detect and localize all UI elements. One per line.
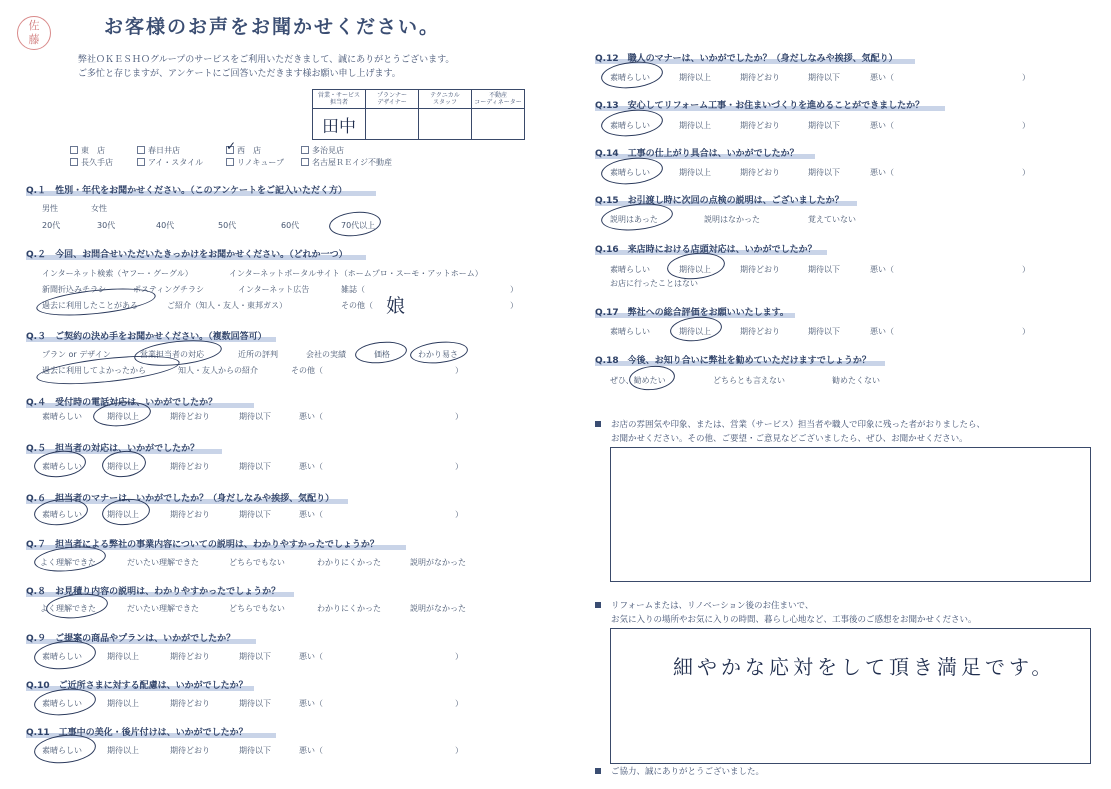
- q13-option[interactable]: 素晴らしい: [610, 121, 650, 130]
- q10-label: Q.10 ご近所さまに対する配慮は、いかがでしたか？: [26, 681, 248, 691]
- store-row-1c: 西 店: [226, 145, 261, 156]
- q17-label: Q.17 弊社への総合評価をお願いいたします。: [595, 308, 789, 318]
- q12-option[interactable]: 期待以上: [679, 73, 711, 82]
- staff-planner-cell: [366, 109, 419, 140]
- staff-header-sales: 営業・サービス 担当者: [313, 90, 366, 109]
- q1-option[interactable]: 30代: [97, 221, 116, 230]
- q2-option[interactable]: ポスティングチラシ: [133, 285, 205, 294]
- q7-option[interactable]: 説明がなかった: [410, 558, 466, 567]
- q7-label: Q.７ 担当者による弊社の事業内容についての説明は、わかりやすかったでしょうか？: [26, 540, 379, 550]
- q18-option[interactable]: 勧めたくない: [832, 376, 880, 385]
- close-paren: ）: [510, 301, 518, 310]
- answer-circle: [354, 339, 408, 365]
- q12-option[interactable]: 期待どおり: [740, 73, 780, 82]
- q2-option[interactable]: ご紹介（知人・友人・東邦ガス）: [167, 301, 287, 310]
- q3-option[interactable]: 価格: [374, 350, 390, 359]
- q1-option[interactable]: 50代: [218, 221, 237, 230]
- q13-option[interactable]: 期待どおり: [740, 121, 780, 130]
- close-paren: ）: [455, 462, 463, 471]
- q8-option[interactable]: だいたい理解できた: [127, 604, 199, 613]
- close-paren: ）: [455, 412, 463, 421]
- store-checkbox[interactable]: [137, 158, 145, 166]
- q13-label: Q.13 安心してリフォーム工事・お住まいづくりを進めることができましたか？: [595, 101, 925, 111]
- q9-option[interactable]: 期待以上: [107, 652, 139, 661]
- close-paren: ）: [1022, 327, 1030, 336]
- staff-sales-cell: [313, 109, 366, 140]
- q11-option[interactable]: 素晴らしい: [42, 746, 82, 755]
- answer-circle: [328, 209, 382, 238]
- free2-label-2: お気に入りの場所やお気に入りの時間、暮らし心地など、工事後のご感想をお聞かせください。: [611, 615, 977, 625]
- q12-option[interactable]: 悪い（: [870, 73, 894, 82]
- q17-option[interactable]: 期待以下: [808, 327, 840, 336]
- q1-option[interactable]: 60代: [281, 221, 300, 230]
- bullet-square-icon: [595, 602, 601, 608]
- q8-option[interactable]: 説明がなかった: [410, 604, 466, 613]
- q6-option[interactable]: 素晴らしい: [42, 510, 82, 519]
- q4-option[interactable]: 期待どおり: [170, 412, 210, 421]
- q1-option[interactable]: 70代以上: [341, 221, 376, 230]
- q6-option[interactable]: 期待どおり: [170, 510, 210, 519]
- q3-option[interactable]: プラン or デザイン: [42, 350, 111, 359]
- q7-option[interactable]: だいたい理解できた: [127, 558, 199, 567]
- q14-option[interactable]: 素晴らしい: [610, 168, 650, 177]
- q5-option[interactable]: 素晴らしい: [42, 462, 82, 471]
- q15-label: Q.15 お引渡し時に次回の点検の説明は、ございましたか？: [595, 196, 844, 206]
- q1-option[interactable]: 40代: [156, 221, 175, 230]
- store-checkbox[interactable]: [301, 158, 309, 166]
- q16-label: Q.16 来店時における店頭対応は、いかがでしたか？: [595, 245, 817, 255]
- q6-option[interactable]: 期待以上: [107, 510, 139, 519]
- q2-handwritten: 娘: [386, 295, 406, 317]
- q4-option[interactable]: 期待以上: [107, 412, 139, 421]
- q8-option[interactable]: わかりにくかった: [317, 604, 381, 613]
- q5-option[interactable]: 期待どおり: [170, 462, 210, 471]
- q3-option[interactable]: 知人・友人からの紹介: [178, 366, 258, 375]
- q16-option[interactable]: 期待どおり: [740, 265, 780, 274]
- store-row-2d: 名古屋ＲＥイジ不動産: [301, 157, 392, 168]
- store-row-1b: 春日井店: [137, 145, 180, 156]
- close-paren: ）: [1022, 265, 1030, 274]
- q8-label: Q.８ お見積り内容の説明は、わかりやすかったでしょうか？: [26, 587, 281, 597]
- store-row-1: 東 店: [70, 145, 105, 156]
- answer-circle: [628, 364, 676, 393]
- q3-option[interactable]: 営業担当者の対応: [140, 350, 204, 359]
- q10-option[interactable]: 期待以下: [239, 699, 271, 708]
- free-text-box-1[interactable]: [610, 447, 1091, 582]
- q5-option[interactable]: 悪い（: [299, 462, 323, 471]
- q9-option[interactable]: 期待どおり: [170, 652, 210, 661]
- free1-label-1: お店の雰囲気や印象、または、営業（サービス）担当者や職人で印象に残った者がおりましたら、: [611, 420, 986, 430]
- q15-option[interactable]: 説明はあった: [610, 215, 658, 224]
- seal-stamp-text: 佐藤: [28, 19, 40, 46]
- q17-option[interactable]: 期待どおり: [740, 327, 780, 336]
- free2-label-1: リフォームまたは、リノベーション後のお住まいで、: [611, 601, 814, 611]
- q12-option[interactable]: 素晴らしい: [610, 73, 650, 82]
- store-checkbox[interactable]: [137, 146, 145, 154]
- bullet-square-icon: [595, 768, 601, 774]
- q3-option[interactable]: その他（: [291, 366, 323, 375]
- store-checkbox[interactable]: [226, 158, 234, 166]
- q9-option[interactable]: 悪い（: [299, 652, 323, 661]
- answer-circle: [600, 155, 664, 187]
- q10-option[interactable]: 悪い（: [299, 699, 323, 708]
- store-row-1d: 多治見店: [301, 145, 344, 156]
- store-row-2c: リノキューブ: [226, 157, 284, 168]
- store-check-mark: ✓: [226, 139, 237, 153]
- close-paren: ）: [455, 746, 463, 755]
- close-paren: ）: [1022, 168, 1030, 177]
- q7-option[interactable]: よく理解できた: [40, 558, 96, 567]
- store-checkbox[interactable]: [301, 146, 309, 154]
- q2-option[interactable]: 新聞折込みチラシ: [42, 285, 106, 294]
- q15-option[interactable]: 説明はなかった: [704, 215, 760, 224]
- q11-label: Q.11 工事中の美化・後片付けは、いかがでしたか？: [26, 728, 248, 738]
- q1-option[interactable]: 20代: [42, 221, 61, 230]
- q1-label: Q.１ 性別・年代をお聞かせください。（このアンケートをご記入いただく方）: [26, 186, 348, 196]
- page-title: お客様のお声をお聞かせください。: [104, 16, 441, 38]
- q1-option[interactable]: 男性: [42, 204, 58, 213]
- q4-option[interactable]: 悪い（: [299, 412, 323, 421]
- q6-label: Q.６ 担当者のマナーは、いかがでしたか？（身だしなみや挨拶、気配り）: [26, 494, 335, 504]
- q10-option[interactable]: 素晴らしい: [42, 699, 82, 708]
- bullet-square-icon: [595, 421, 601, 427]
- close-paren: ）: [455, 652, 463, 661]
- q16-option[interactable]: 素晴らしい: [610, 265, 650, 274]
- q17-option[interactable]: 期待以上: [679, 327, 711, 336]
- q9-label: Q.９ ご提案の商品やプランは、いかがでしたか？: [26, 634, 236, 644]
- close-paren: ）: [455, 366, 463, 375]
- close-paren: ）: [510, 285, 518, 294]
- close-paren: ）: [455, 510, 463, 519]
- q14-option[interactable]: 悪い（: [870, 168, 894, 177]
- store-checkbox[interactable]: [70, 158, 78, 166]
- staff-table: [312, 89, 525, 140]
- q3-option[interactable]: 会社の実績: [306, 350, 346, 359]
- q4-option[interactable]: 素晴らしい: [42, 412, 82, 421]
- q11-option[interactable]: 期待以上: [107, 746, 139, 755]
- q6-option[interactable]: 期待以下: [239, 510, 271, 519]
- q4-label: Q.４ 受付時の電話対応は、いかがでしたか？: [26, 398, 218, 408]
- close-paren: ）: [1022, 73, 1030, 82]
- q7-option[interactable]: どちらでもない: [229, 558, 285, 567]
- answer-circle: [669, 314, 723, 343]
- q12-option[interactable]: 期待以下: [808, 73, 840, 82]
- q5-label: Q.５ 担当者の対応は、いかがでしたか？: [26, 444, 200, 454]
- q2-option[interactable]: インターネットポータルサイト（ホームプロ・スーモ・アットホーム）: [229, 269, 483, 278]
- free-text-box-2[interactable]: [610, 628, 1091, 764]
- seal-stamp: [17, 16, 51, 50]
- q13-option[interactable]: 期待以上: [679, 121, 711, 130]
- store-row-2b: アイ・スタイル: [137, 157, 203, 168]
- close-paren: ）: [1022, 121, 1030, 130]
- store-row-2a: 長久手店: [70, 157, 113, 168]
- q2-label: Q.２ 今回、お問合せいただいたきっかけをお聞かせください。（どれか一つ）: [26, 250, 348, 260]
- q12-label: Q.12 職人のマナーは、いかがでしたか？（身だしなみや挨拶、気配り）: [595, 54, 898, 64]
- intro-line-1: 弊社ＯＫＥＳＨＯグループのサービスをご利用いただきまして、誠にありがとうございます。: [78, 55, 455, 65]
- q14-label: Q.14 工事の仕上がり具合は、いかがでしたか？: [595, 149, 799, 159]
- answer-circle: [600, 107, 664, 139]
- q13-option[interactable]: 悪い（: [870, 121, 894, 130]
- q16-option[interactable]: 期待以上: [679, 265, 711, 274]
- staff-technical-cell: [419, 109, 472, 140]
- q15-option[interactable]: 覚えていない: [808, 215, 856, 224]
- q17-option[interactable]: 悪い（: [870, 327, 894, 336]
- q2-option[interactable]: その他（: [341, 301, 373, 310]
- staff-sales-handwritten: 田中: [322, 116, 356, 137]
- thanks-text: ご協力、誠にありがとうございました。: [611, 767, 765, 777]
- staff-header-planner: プランナー デザイナー: [366, 90, 419, 109]
- q14-option[interactable]: 期待以下: [808, 168, 840, 177]
- q17-option[interactable]: 素晴らしい: [610, 327, 650, 336]
- close-paren: ）: [455, 699, 463, 708]
- q16-option[interactable]: 期待以下: [808, 265, 840, 274]
- q8-option[interactable]: どちらでもない: [229, 604, 285, 613]
- q16-option[interactable]: お店に行ったことはない: [610, 279, 698, 288]
- q16-option[interactable]: 悪い（: [870, 265, 894, 274]
- q13-option[interactable]: 期待以下: [808, 121, 840, 130]
- q5-option[interactable]: 期待以下: [239, 462, 271, 471]
- q11-option[interactable]: 悪い（: [299, 746, 323, 755]
- q1-option[interactable]: 女性: [91, 204, 107, 213]
- q7-option[interactable]: わかりにくかった: [317, 558, 381, 567]
- intro-line-2: ご多忙と存じますが、アンケートにご回答いただきます様お願い申し上げます。: [78, 69, 401, 79]
- q14-option[interactable]: 期待以上: [679, 168, 711, 177]
- q3-option[interactable]: わかり易さ: [418, 350, 458, 359]
- q2-option[interactable]: インターネット広告: [238, 285, 310, 294]
- staff-realestate-cell: [472, 109, 525, 140]
- staff-header-technical: テクニカル スタッフ: [419, 90, 472, 109]
- staff-header-realestate: 不動産 コーディネーター: [472, 90, 525, 109]
- q3-label: Q.３ ご契約の決め手をお聞かせください。（複数回答可）: [26, 332, 267, 342]
- q11-option[interactable]: 期待以下: [239, 746, 271, 755]
- answer-circle: [409, 339, 469, 366]
- q14-option[interactable]: 期待どおり: [740, 168, 780, 177]
- q5-option[interactable]: 期待以上: [107, 462, 139, 471]
- q2-option[interactable]: 雑誌（: [341, 285, 365, 294]
- q8-option[interactable]: よく理解できた: [40, 604, 96, 613]
- free1-label-2: お聞かせください。その他、ご要望・ご意見などございましたら、ぜひ、お聞かせください。: [611, 434, 968, 444]
- q4-option[interactable]: 期待以下: [239, 412, 271, 421]
- q6-option[interactable]: 悪い（: [299, 510, 323, 519]
- q9-option[interactable]: 期待以下: [239, 652, 271, 661]
- q11-option[interactable]: 期待どおり: [170, 746, 210, 755]
- q3-option[interactable]: 近所の評判: [238, 350, 278, 359]
- q18-option[interactable]: ぜひ、勧めたい: [610, 376, 666, 385]
- q2-option[interactable]: インターネット検索（ヤフー・グーグル）: [42, 269, 193, 278]
- free2-handwritten-answer: 細やかな応対をして頂き満足です。: [673, 655, 1056, 679]
- q18-label: Q.18 今後、お知り合いに弊社を勧めていただけますでしょうか？: [595, 356, 871, 366]
- q3-option[interactable]: 過去に利用してよかったから: [42, 366, 146, 375]
- q10-option[interactable]: 期待どおり: [170, 699, 210, 708]
- store-checkbox[interactable]: [70, 146, 78, 154]
- q10-option[interactable]: 期待以上: [107, 699, 139, 708]
- q18-option[interactable]: どちらとも言えない: [713, 376, 785, 385]
- q9-option[interactable]: 素晴らしい: [42, 652, 82, 661]
- q2-option[interactable]: 過去に利用したことがある: [42, 301, 138, 310]
